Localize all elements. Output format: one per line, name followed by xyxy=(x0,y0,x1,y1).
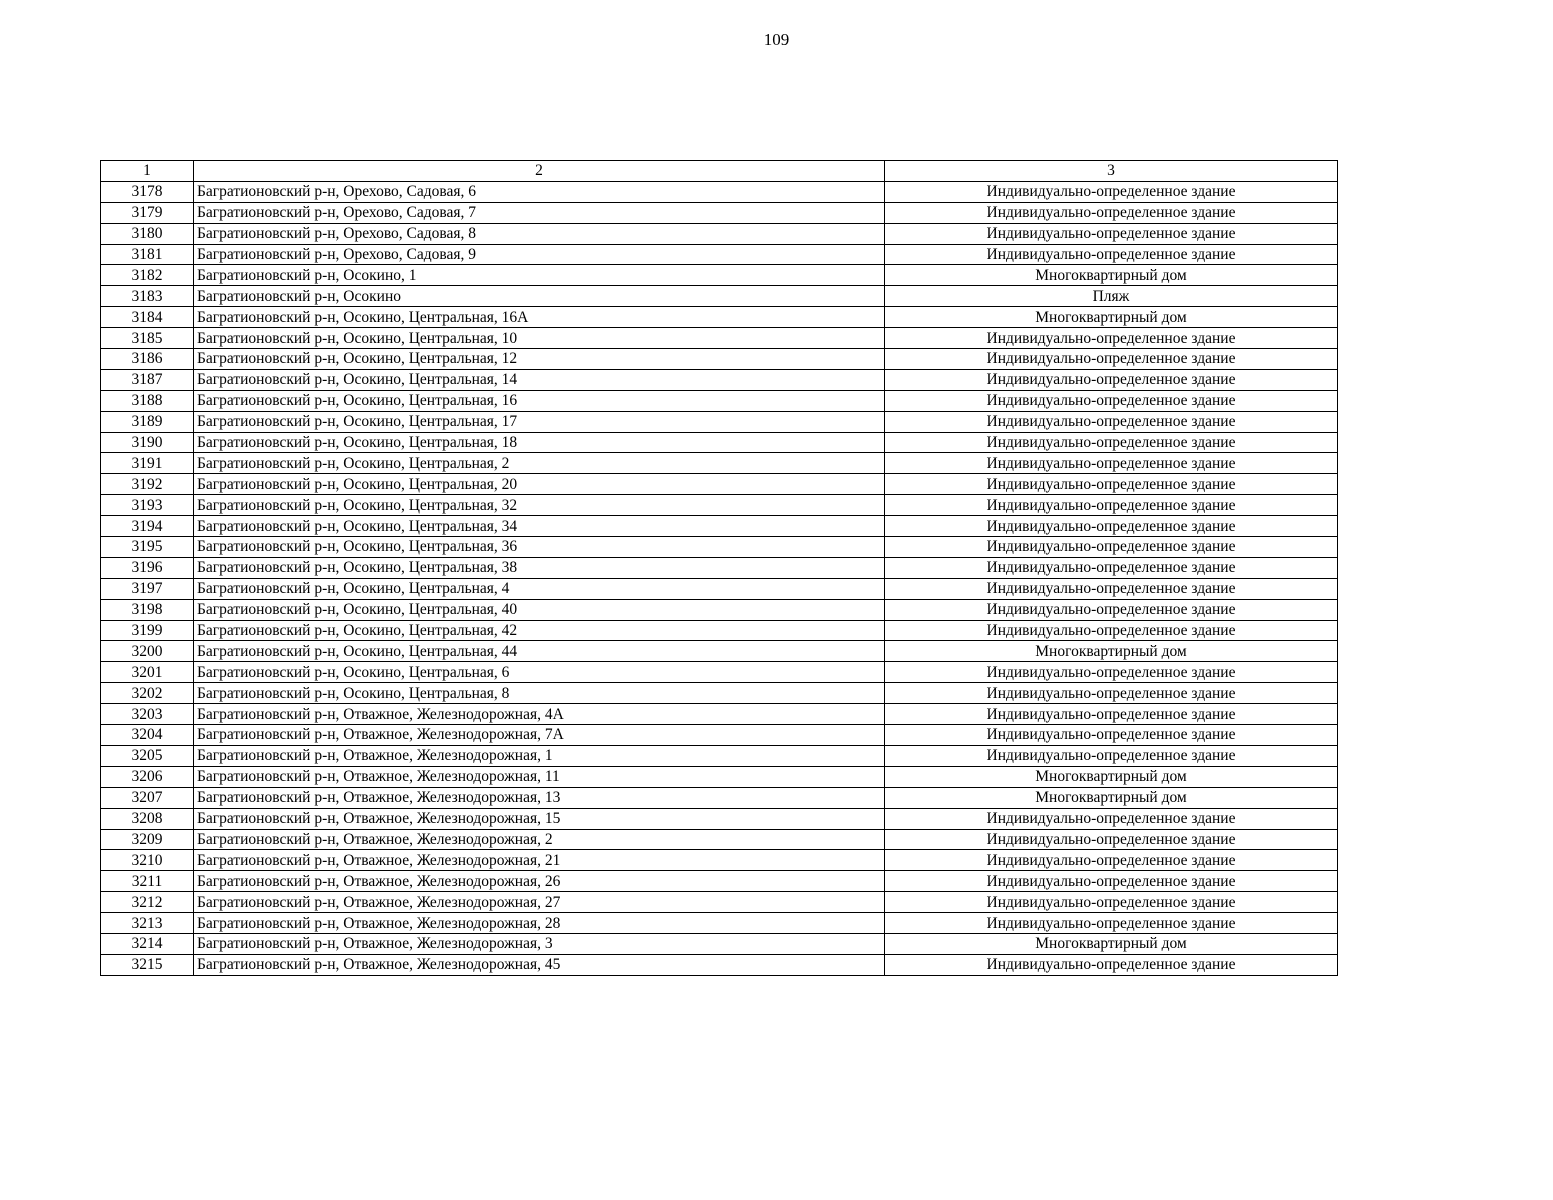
object-type-cell: Индивидуально-определенное здание xyxy=(885,202,1338,223)
object-type-cell: Индивидуально-определенное здание xyxy=(885,913,1338,934)
object-type-cell: Индивидуально-определенное здание xyxy=(885,516,1338,537)
object-type-cell: Индивидуально-определенное здание xyxy=(885,745,1338,766)
object-type-cell: Индивидуально-определенное здание xyxy=(885,829,1338,850)
object-type-cell: Индивидуально-определенное здание xyxy=(885,328,1338,349)
address-cell: Багратионовский р-н, Отважное, Железнодорожная, 2 xyxy=(194,829,885,850)
address-cell: Багратионовский р-н, Осокино, Центральная, 8 xyxy=(194,683,885,704)
address-cell: Багратионовский р-н, Осокино, 1 xyxy=(194,265,885,286)
object-type-cell: Индивидуально-определенное здание xyxy=(885,620,1338,641)
row-number-cell: 3209 xyxy=(101,829,194,850)
address-cell: Багратионовский р-н, Осокино, Центральная, 2 xyxy=(194,453,885,474)
row-number-cell: 3180 xyxy=(101,223,194,244)
header-cell-3: 3 xyxy=(885,161,1338,182)
address-cell: Багратионовский р-н, Отважное, Железнодорожная, 7А xyxy=(194,725,885,746)
address-cell: Багратионовский р-н, Осокино, Центральная, 16А xyxy=(194,307,885,328)
row-number-cell: 3184 xyxy=(101,307,194,328)
table-row xyxy=(101,578,1338,599)
address-cell: Багратионовский р-н, Осокино, Центральная, 14 xyxy=(194,369,885,390)
object-type-cell: Индивидуально-определенное здание xyxy=(885,892,1338,913)
object-type-cell: Индивидуально-определенное здание xyxy=(885,537,1338,558)
object-type-cell: Индивидуально-определенное здание xyxy=(885,453,1338,474)
address-cell: Багратионовский р-н, Осокино, Центральная, 20 xyxy=(194,474,885,495)
address-cell: Багратионовский р-н, Осокино, Центральная, 4 xyxy=(194,578,885,599)
table-row xyxy=(101,390,1338,411)
table-row xyxy=(101,683,1338,704)
table-row xyxy=(101,307,1338,328)
table-row xyxy=(101,808,1338,829)
row-number-cell: 3194 xyxy=(101,516,194,537)
address-cell: Багратионовский р-н, Осокино, Центральная, 18 xyxy=(194,432,885,453)
row-number-cell: 3202 xyxy=(101,683,194,704)
address-cell: Багратионовский р-н, Осокино, Центральная, 42 xyxy=(194,620,885,641)
address-cell: Багратионовский р-н, Осокино, Центральная, 40 xyxy=(194,599,885,620)
object-type-cell: Многоквартирный дом xyxy=(885,933,1338,954)
object-type-cell: Индивидуально-определенное здание xyxy=(885,683,1338,704)
address-cell: Багратионовский р-н, Орехово, Садовая, 8 xyxy=(194,223,885,244)
row-number-cell: 3210 xyxy=(101,850,194,871)
row-number-cell: 3214 xyxy=(101,933,194,954)
object-type-cell: Индивидуально-определенное здание xyxy=(885,954,1338,975)
table-row xyxy=(101,954,1338,975)
object-type-cell: Многоквартирный дом xyxy=(885,641,1338,662)
address-cell: Багратионовский р-н, Осокино, Центральная, 32 xyxy=(194,495,885,516)
table-row xyxy=(101,453,1338,474)
address-cell: Багратионовский р-н, Орехово, Садовая, 9 xyxy=(194,244,885,265)
table-row xyxy=(101,766,1338,787)
address-cell: Багратионовский р-н, Осокино, Центральная, 36 xyxy=(194,537,885,558)
object-type-cell: Пляж xyxy=(885,286,1338,307)
table-row xyxy=(101,537,1338,558)
object-type-cell: Индивидуально-определенное здание xyxy=(885,369,1338,390)
table-row xyxy=(101,725,1338,746)
address-cell: Багратионовский р-н, Осокино, Центральная, 38 xyxy=(194,557,885,578)
row-number-cell: 3190 xyxy=(101,432,194,453)
row-number-cell: 3206 xyxy=(101,766,194,787)
row-number-cell: 3203 xyxy=(101,704,194,725)
row-number-cell: 3201 xyxy=(101,662,194,683)
row-number-cell: 3215 xyxy=(101,954,194,975)
row-number-cell: 3179 xyxy=(101,202,194,223)
row-number-cell: 3207 xyxy=(101,787,194,808)
table-row xyxy=(101,704,1338,725)
object-type-cell: Многоквартирный дом xyxy=(885,787,1338,808)
row-number-cell: 3198 xyxy=(101,599,194,620)
table-row xyxy=(101,662,1338,683)
table-row xyxy=(101,349,1338,370)
object-type-cell: Индивидуально-определенное здание xyxy=(885,599,1338,620)
table-row xyxy=(101,871,1338,892)
address-cell: Багратионовский р-н, Осокино, Центральная, 17 xyxy=(194,411,885,432)
page-number: 109 xyxy=(763,30,790,49)
object-type-cell: Многоквартирный дом xyxy=(885,307,1338,328)
address-cell: Багратионовский р-н, Осокино, Центральная, 34 xyxy=(194,516,885,537)
object-type-cell: Индивидуально-определенное здание xyxy=(885,432,1338,453)
row-number-cell: 3183 xyxy=(101,286,194,307)
address-cell: Багратионовский р-н, Отважное, Железнодорожная, 4А xyxy=(194,704,885,725)
object-type-cell: Индивидуально-определенное здание xyxy=(885,662,1338,683)
row-number-cell: 3196 xyxy=(101,557,194,578)
row-number-cell: 3188 xyxy=(101,390,194,411)
table-row xyxy=(101,432,1338,453)
row-number-cell: 3191 xyxy=(101,453,194,474)
address-cell: Багратионовский р-н, Осокино, Центральная, 16 xyxy=(194,390,885,411)
address-cell: Багратионовский р-н, Орехово, Садовая, 6 xyxy=(194,181,885,202)
table-row xyxy=(101,223,1338,244)
object-type-cell: Индивидуально-определенное здание xyxy=(885,704,1338,725)
address-cell: Багратионовский р-н, Отважное, Железнодорожная, 13 xyxy=(194,787,885,808)
table-row xyxy=(101,369,1338,390)
object-type-cell: Многоквартирный дом xyxy=(885,265,1338,286)
table-row xyxy=(101,286,1338,307)
row-number-cell: 3178 xyxy=(101,181,194,202)
row-number-cell: 3192 xyxy=(101,474,194,495)
row-number-cell: 3200 xyxy=(101,641,194,662)
object-type-cell: Индивидуально-определенное здание xyxy=(885,411,1338,432)
table-header-row xyxy=(101,161,1338,182)
row-number-cell: 3211 xyxy=(101,871,194,892)
address-cell: Багратионовский р-н, Осокино, Центральная, 12 xyxy=(194,349,885,370)
address-cell: Багратионовский р-н, Отважное, Железнодорожная, 45 xyxy=(194,954,885,975)
row-number-cell: 3189 xyxy=(101,411,194,432)
address-cell: Багратионовский р-н, Осокино, Центральная, 10 xyxy=(194,328,885,349)
table-row xyxy=(101,599,1338,620)
table-row xyxy=(101,495,1338,516)
address-cell: Багратионовский р-н, Отважное, Железнодорожная, 15 xyxy=(194,808,885,829)
row-number-cell: 3197 xyxy=(101,578,194,599)
row-number-cell: 3186 xyxy=(101,349,194,370)
table-row xyxy=(101,787,1338,808)
table-row xyxy=(101,474,1338,495)
address-cell: Багратионовский р-н, Осокино, Центральная, 44 xyxy=(194,641,885,662)
address-cell: Багратионовский р-н, Отважное, Железнодорожная, 27 xyxy=(194,892,885,913)
row-number-cell: 3212 xyxy=(101,892,194,913)
object-type-cell: Индивидуально-определенное здание xyxy=(885,244,1338,265)
row-number-cell: 3213 xyxy=(101,913,194,934)
address-cell: Багратионовский р-н, Отважное, Железнодорожная, 26 xyxy=(194,871,885,892)
row-number-cell: 3205 xyxy=(101,745,194,766)
row-number-cell: 3195 xyxy=(101,537,194,558)
table-row xyxy=(101,244,1338,265)
object-type-cell: Индивидуально-определенное здание xyxy=(885,557,1338,578)
object-type-cell: Индивидуально-определенное здание xyxy=(885,850,1338,871)
row-number-cell: 3187 xyxy=(101,369,194,390)
row-number-cell: 3208 xyxy=(101,808,194,829)
address-cell: Багратионовский р-н, Отважное, Железнодорожная, 3 xyxy=(194,933,885,954)
table-row xyxy=(101,620,1338,641)
row-number-cell: 3185 xyxy=(101,328,194,349)
table-row xyxy=(101,202,1338,223)
row-number-cell: 3193 xyxy=(101,495,194,516)
object-type-cell: Индивидуально-определенное здание xyxy=(885,181,1338,202)
table-row xyxy=(101,829,1338,850)
row-number-cell: 3204 xyxy=(101,725,194,746)
table-row xyxy=(101,892,1338,913)
object-type-cell: Индивидуально-определенное здание xyxy=(885,495,1338,516)
table-row xyxy=(101,641,1338,662)
header-cell-1: 1 xyxy=(101,161,194,182)
row-number-cell: 3181 xyxy=(101,244,194,265)
object-type-cell: Индивидуально-определенное здание xyxy=(885,223,1338,244)
address-cell: Багратионовский р-н, Отважное, Железнодорожная, 1 xyxy=(194,745,885,766)
address-cell: Багратионовский р-н, Отважное, Железнодорожная, 28 xyxy=(194,913,885,934)
object-type-cell: Индивидуально-определенное здание xyxy=(885,474,1338,495)
object-type-cell: Индивидуально-определенное здание xyxy=(885,871,1338,892)
row-number-cell: 3182 xyxy=(101,265,194,286)
row-number-cell: 3199 xyxy=(101,620,194,641)
register-table-body xyxy=(101,161,1338,976)
table-row xyxy=(101,745,1338,766)
table-row xyxy=(101,181,1338,202)
table-row xyxy=(101,265,1338,286)
object-type-cell: Многоквартирный дом xyxy=(885,766,1338,787)
address-cell: Багратионовский р-н, Орехово, Садовая, 7 xyxy=(194,202,885,223)
table-row xyxy=(101,913,1338,934)
header-cell-2: 2 xyxy=(194,161,885,182)
address-cell: Багратионовский р-н, Отважное, Железнодорожная, 21 xyxy=(194,850,885,871)
object-type-cell: Индивидуально-определенное здание xyxy=(885,390,1338,411)
object-type-cell: Индивидуально-определенное здание xyxy=(885,725,1338,746)
register-table xyxy=(100,160,1338,976)
object-type-cell: Индивидуально-определенное здание xyxy=(885,808,1338,829)
object-type-cell: Индивидуально-определенное здание xyxy=(885,578,1338,599)
table-row xyxy=(101,933,1338,954)
table-row xyxy=(101,411,1338,432)
table-row xyxy=(101,328,1338,349)
object-type-cell: Индивидуально-определенное здание xyxy=(885,349,1338,370)
address-cell: Багратионовский р-н, Осокино, Центральная, 6 xyxy=(194,662,885,683)
address-cell: Багратионовский р-н, Отважное, Железнодорожная, 11 xyxy=(194,766,885,787)
address-cell: Багратионовский р-н, Осокино xyxy=(194,286,885,307)
table-row xyxy=(101,516,1338,537)
table-row xyxy=(101,850,1338,871)
table-row xyxy=(101,557,1338,578)
